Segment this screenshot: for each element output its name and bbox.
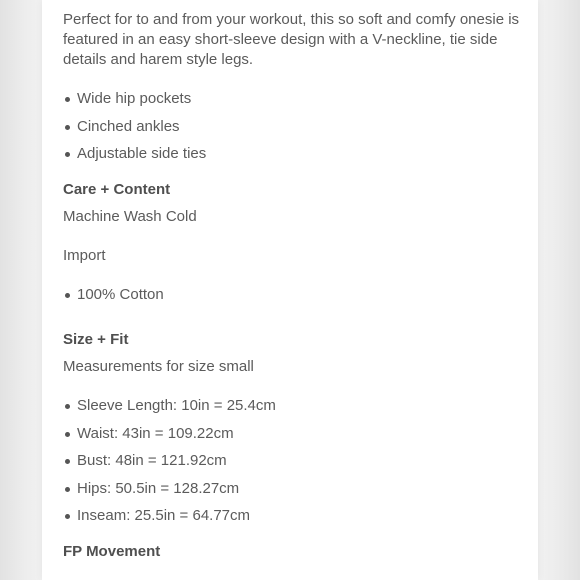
measurement-item-hips: Hips: 50.5in = 128.27cm [63, 479, 523, 499]
left-background-edge [0, 0, 42, 580]
wash-instructions: Machine Wash Cold [63, 208, 197, 225]
product-description: Perfect for to and from your workout, this so soft and comfy onesie is featured in an easy short-sleeve design with a V-neckline, tie side details and harem style legs. [63, 11, 520, 68]
measurement-item-bust: Bust: 48in = 121.92cm [63, 451, 523, 471]
feature-item: Adjustable side ties [63, 144, 523, 164]
measurements-subheading: Measurements for size small [63, 358, 254, 375]
right-background-edge [538, 0, 580, 580]
measurement-item-waist: Waist: 43in = 109.22cm [63, 424, 523, 444]
brand-heading: FP Movement [63, 543, 161, 560]
product-details-card [42, 0, 538, 580]
measurement-item-inseam: Inseam: 25.5in = 64.77cm [63, 506, 523, 526]
size-fit-heading: Size + Fit [63, 331, 129, 348]
feature-item: Cinched ankles [63, 117, 523, 137]
material-item: 100% Cotton [63, 285, 523, 305]
measurements-list [63, 396, 523, 526]
product-details-content [63, 10, 523, 562]
care-content-heading: Care + Content [63, 181, 171, 198]
origin-text: Import [63, 247, 106, 264]
materials-list [63, 285, 523, 305]
measurement-item-sleeve-length: Sleeve Length: 10in = 25.4cm [63, 396, 523, 416]
feature-item: Wide hip pockets [63, 89, 523, 109]
feature-list [63, 89, 523, 164]
